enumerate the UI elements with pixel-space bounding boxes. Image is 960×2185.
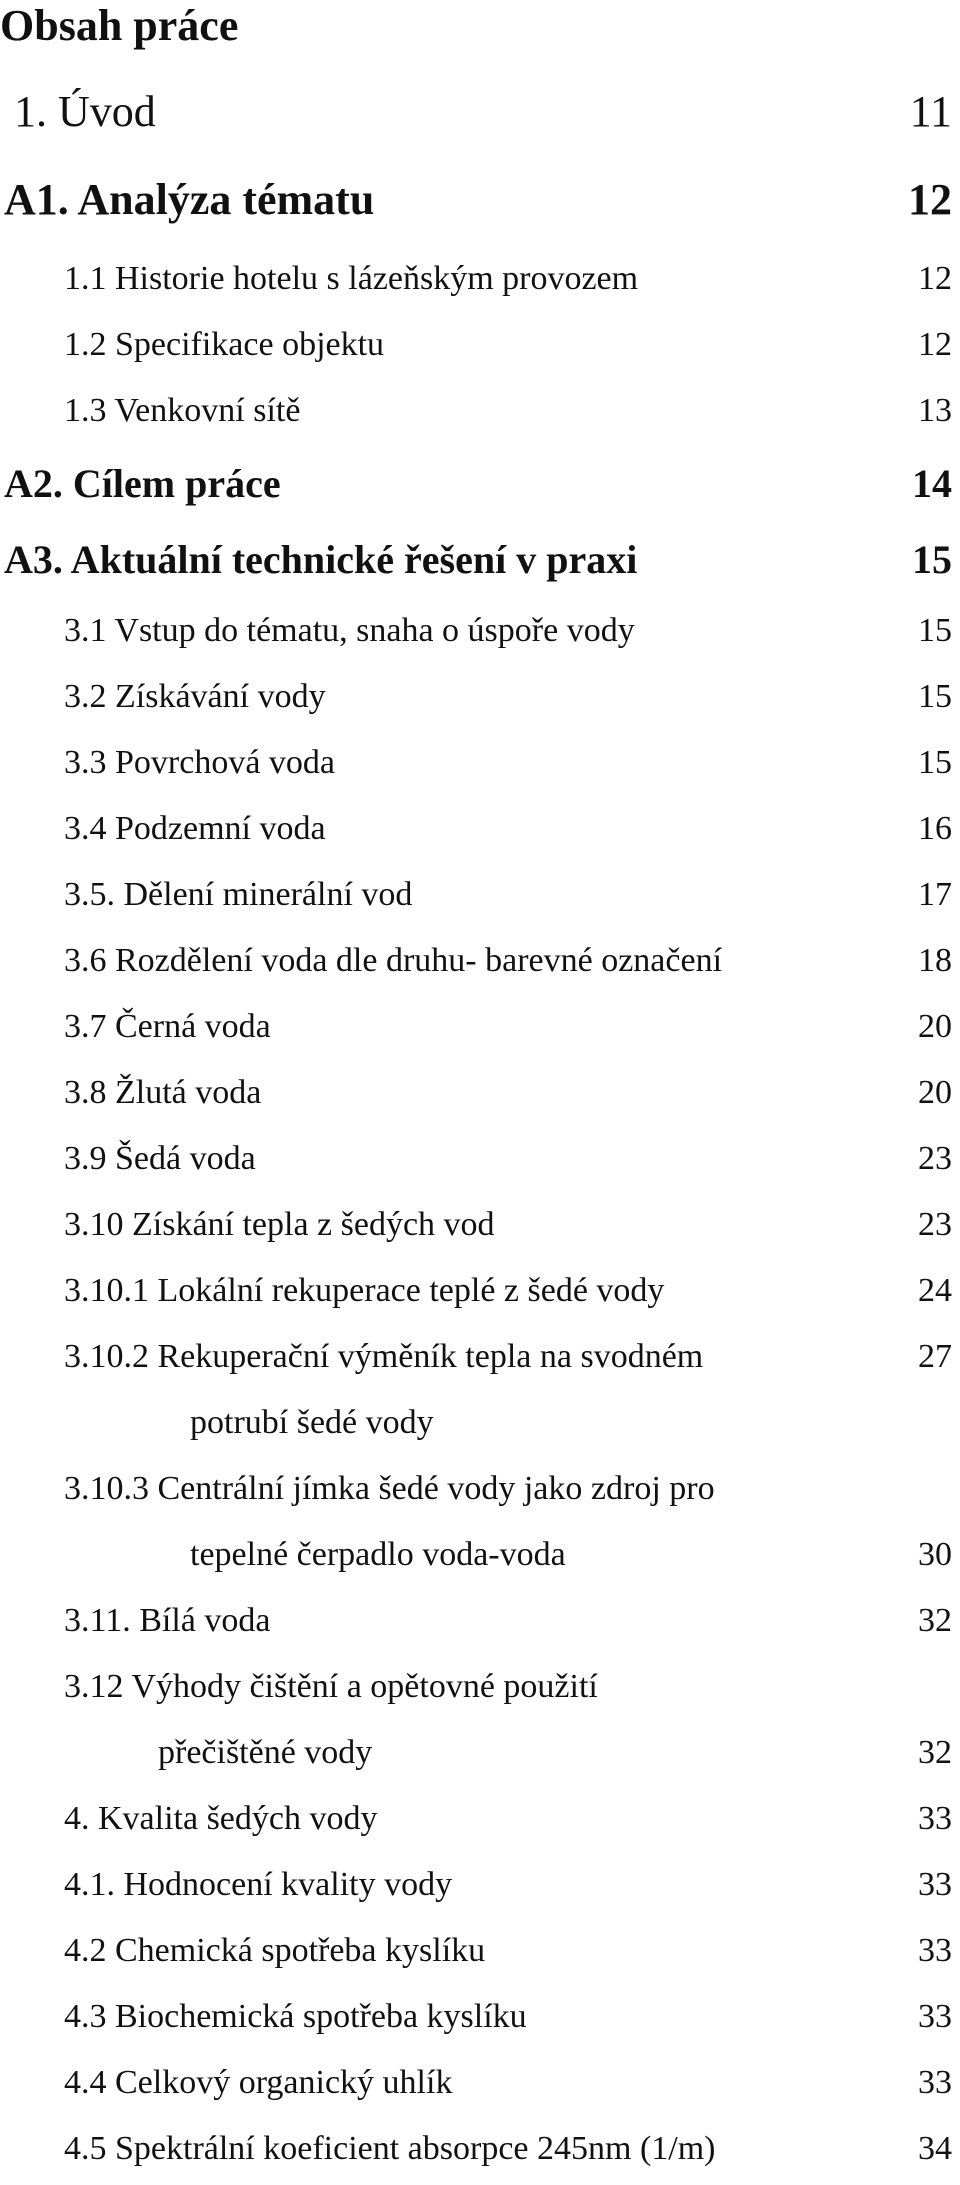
toc-entry-text: potrubí šedé vody: [190, 1404, 434, 1441]
toc-entry-text: 3.9 Šedá voda: [64, 1140, 256, 1177]
toc-entry-page: 15: [912, 537, 952, 582]
toc-entry-page: 12: [918, 326, 952, 363]
toc-entry-text: 4.1. Hodnocení kvality vody: [64, 1866, 453, 1903]
toc-entry-text: 4.5 Spektrální koeficient absorpce 245nm (1/m): [64, 2130, 716, 2167]
toc-entry-text: 1.1 Historie hotelu s lázeňským provozem: [64, 260, 639, 297]
toc-entry-page: 12: [918, 260, 952, 297]
toc-entry-page: 33: [918, 1998, 952, 2035]
toc-entry-page: 33: [918, 2064, 952, 2101]
page-title: Obsah práce: [0, 1, 239, 50]
toc-entry-text: 1.3 Venkovní sítě: [64, 392, 301, 429]
toc-entry-text: 4.2 Chemická spotřeba kyslíku: [64, 1932, 486, 1969]
toc-entry-page: 20: [918, 1008, 952, 1045]
toc-entry-text: 3.8 Žlutá voda: [64, 1074, 262, 1111]
toc-entry-page: 15: [918, 612, 952, 649]
toc-entry-text: 3.2 Získávání vody: [64, 678, 326, 715]
toc-entry-page: 15: [918, 744, 952, 781]
toc-entry-page: 17: [918, 876, 952, 913]
toc-entry-page: 16: [918, 810, 952, 847]
toc-entry-text: 3.10.2 Rekuperační výměník tepla na svodném: [64, 1338, 704, 1375]
toc-entry-text: 3.10.3 Centrální jímka šedé vody jako zdroj pro: [64, 1470, 715, 1507]
toc-entry-page: 30: [918, 1536, 952, 1573]
toc-entry-page: 18: [918, 942, 952, 979]
toc-entry-text: 4.4 Celkový organický uhlík: [64, 2064, 453, 2101]
toc-entry-text: 3.12 Výhody čištění a opětovné použití: [64, 1668, 598, 1705]
toc-entry-page: 23: [918, 1140, 952, 1177]
toc-entry-page: 20: [918, 1074, 952, 1111]
toc-entry-page: 11: [909, 87, 952, 136]
toc-entry-page: 13: [918, 392, 952, 429]
toc-entry-page: 32: [918, 1602, 952, 1639]
toc-entry-text: 3.5. Dělení minerální vod: [64, 876, 413, 913]
toc-entry-text: A3. Aktuální technické řešení v praxi: [4, 537, 638, 582]
toc-entry-text: A1. Analýza tématu: [4, 175, 375, 224]
toc-entry-text: 3.3 Povrchová voda: [64, 744, 336, 781]
toc-entry-text: 3.10.1 Lokální rekuperace teplé z šedé vody: [64, 1272, 665, 1309]
toc-entry-page: 23: [918, 1206, 952, 1243]
toc-entry-text: 3.11. Bílá voda: [64, 1602, 271, 1639]
toc-entry-text: 1.2 Specifikace objektu: [64, 326, 385, 363]
toc-entry-page: 33: [918, 1866, 952, 1903]
toc-entry-text: 3.6 Rozdělení voda dle druhu- barevné označení: [64, 942, 723, 979]
toc-entry-page: 14: [912, 461, 952, 506]
toc-entry-page: 32: [918, 1734, 952, 1771]
toc-entry-text: tepelné čerpadlo voda-voda: [190, 1536, 566, 1573]
toc-entry-page: 15: [918, 678, 952, 715]
toc-entry-text: 1. Úvod: [14, 87, 156, 136]
toc-entry-text: 3.7 Černá voda: [64, 1008, 271, 1045]
toc-entry-page: 24: [918, 1272, 952, 1309]
toc-entry-text: 4. Kvalita šedých vody: [64, 1800, 378, 1837]
toc-entry-text: přečištěné vody: [158, 1734, 373, 1771]
toc-entry-page: 33: [918, 1932, 952, 1969]
toc-entry-page: 34: [918, 2130, 952, 2167]
toc-entry-text: 4.3 Biochemická spotřeba kyslíku: [64, 1998, 527, 2035]
toc-entry-text: 3.4 Podzemní voda: [64, 810, 326, 847]
toc-entry-text: A2. Cílem práce: [4, 461, 281, 506]
toc-entry-page: 33: [918, 1800, 952, 1837]
toc-entry-text: 3.1 Vstup do tématu, snaha o úspoře vody: [64, 612, 635, 649]
toc-entry-text: 3.10 Získání tepla z šedých vod: [64, 1206, 495, 1243]
toc-entry-page: 12: [908, 175, 952, 224]
toc-entry-page: 27: [918, 1338, 952, 1375]
